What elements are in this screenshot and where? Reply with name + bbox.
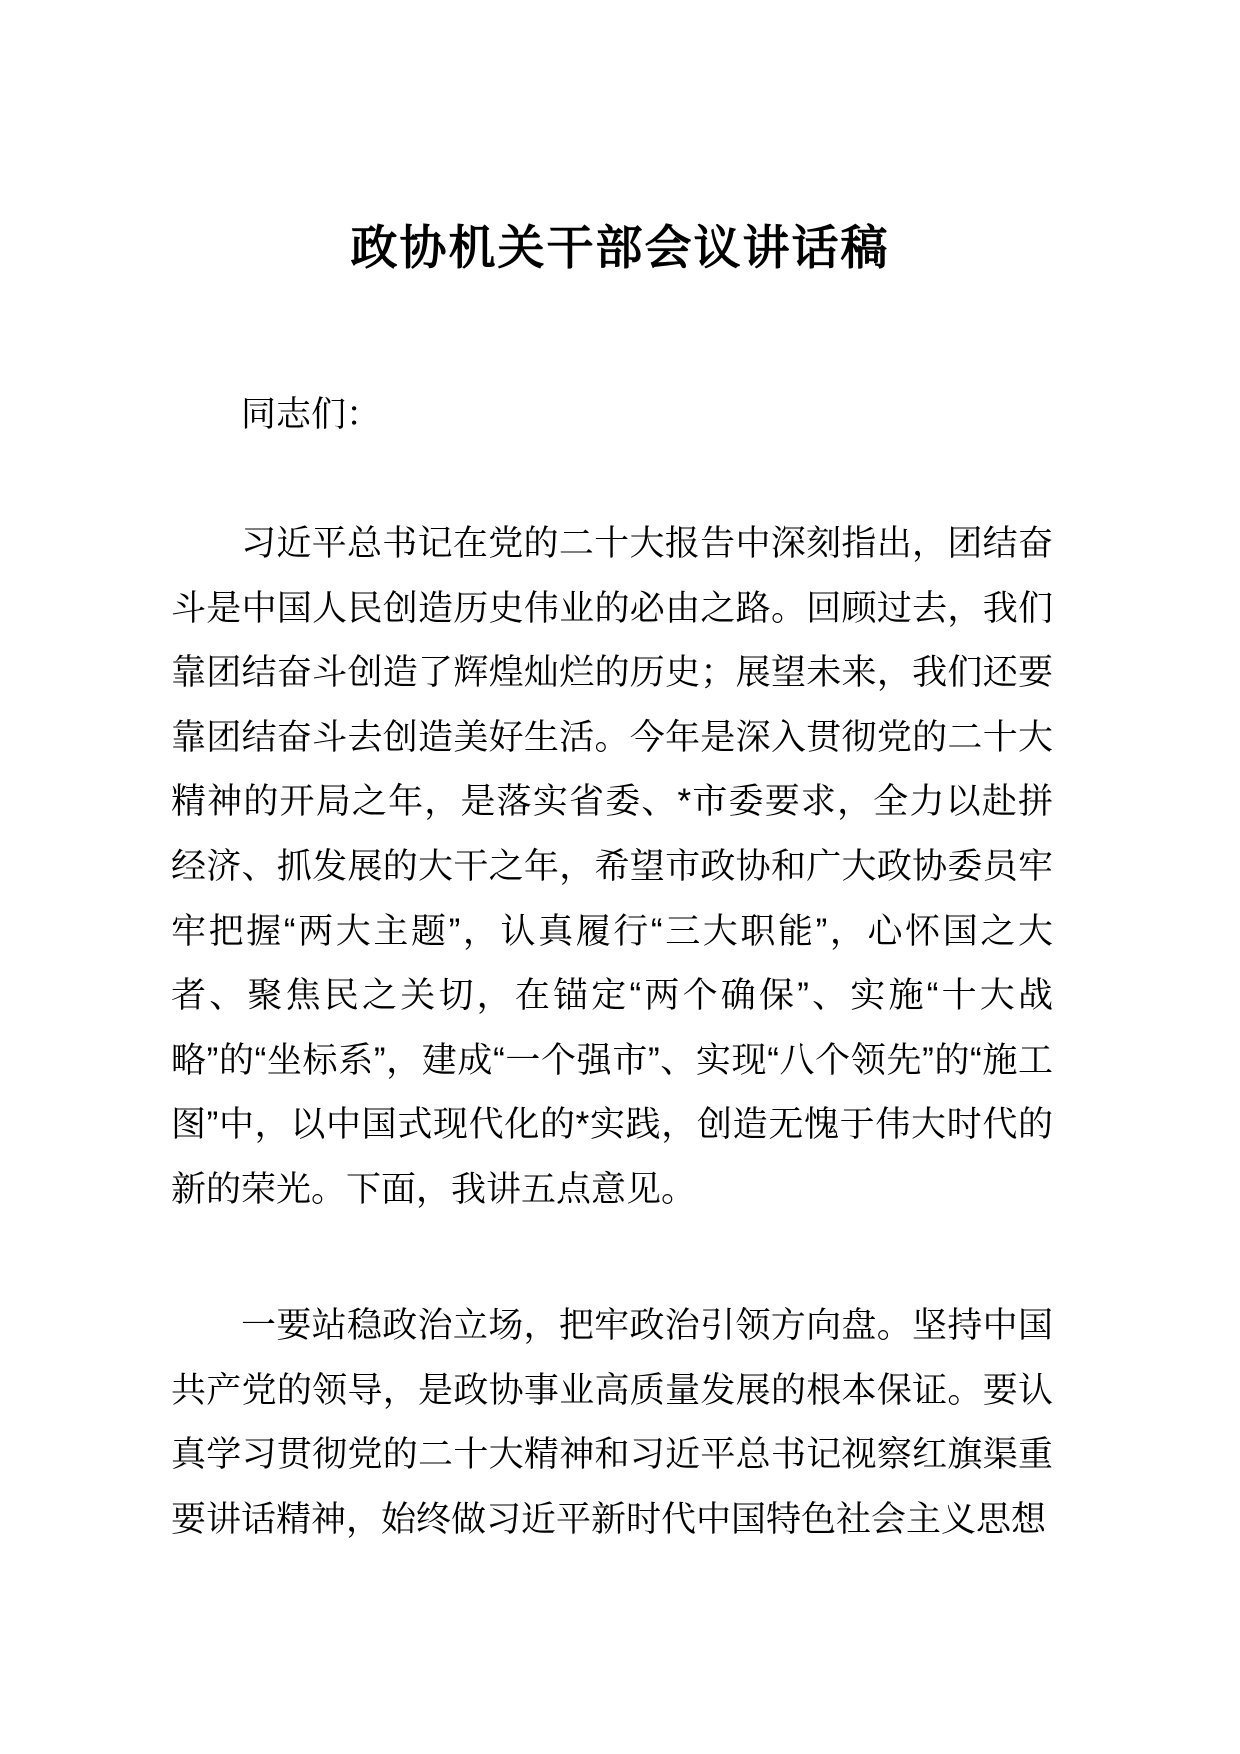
paragraph-2: 一要站稳政治立场，把牢政治引领方向盘。坚持中国共产党的领导，是政协事业高质量发展的根本保证。要认真学习贯彻党的二十大精神和习近平总书记视察红旗渠重要讲话精神，始终做习近平新时代中国特色社会主义思想 — [171, 1306, 1053, 1539]
document-title: 政协机关干部会议讲话稿 — [350, 221, 890, 274]
paragraph-1: 习近平总书记在党的二十大报告中深刻指出，团结奋斗是中国人民创造历史伟业的必由之路。回顾过去，我们靠团结奋斗创造了辉煌灿烂的历史；展望未来，我们还要靠团结奋斗去创造美好生活。今年是深入贯彻党的二十大精神的开局之年，是落实省委、*市委要求，全力以赴拼经济、抓发展的大干之年，希望市政协和广大政协委员牢牢把握“两大主题”，认真履行“三大职能”，心怀国之大者、聚焦民之关切，在锚定“两个确保”、实施“十大战略”的“坐标系”，建成“一个强市”、实现“八个领先”的“施工图”中，以中国式现代化的*实践，创造无愧于伟大时代的新的荣光。下面，我讲五点意见。 — [171, 524, 1053, 1209]
salutation: 同志们： — [241, 395, 382, 434]
